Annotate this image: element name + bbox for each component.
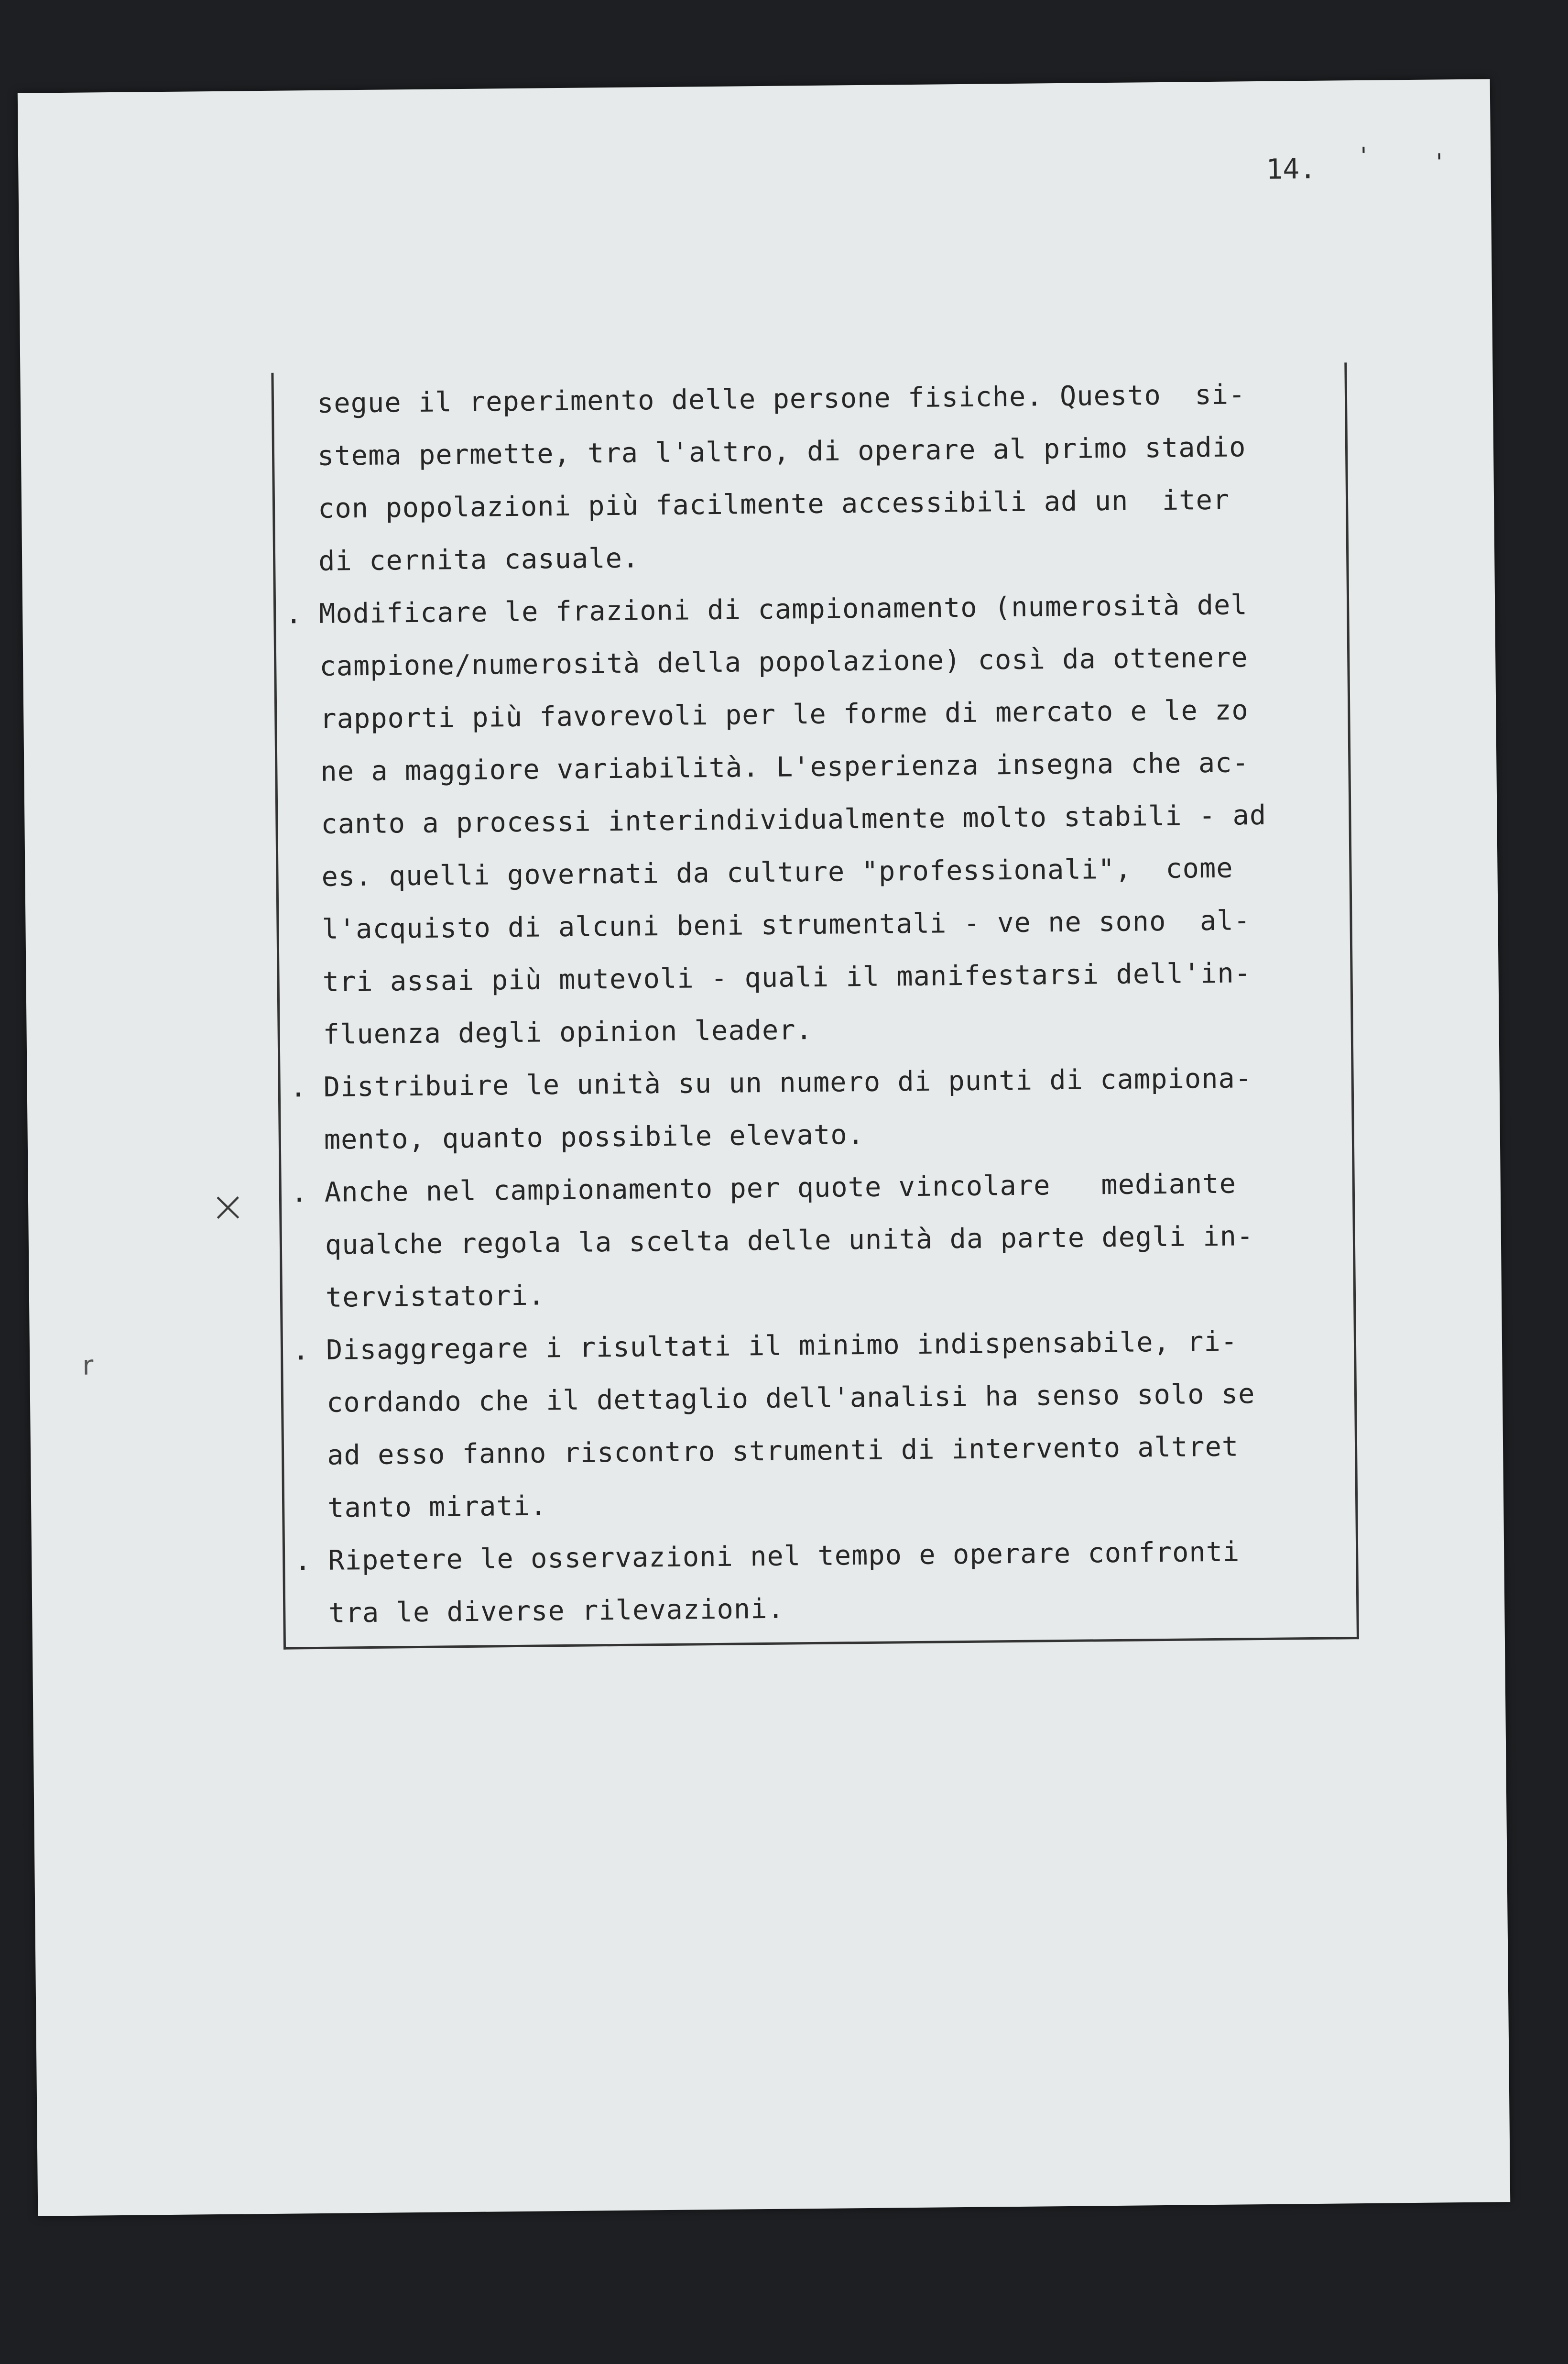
margin-cross-mark: × bbox=[209, 1181, 247, 1232]
bullet-paragraph bbox=[294, 1524, 1357, 1640]
bullet-dot: . bbox=[291, 1177, 308, 1209]
text-line: cordando che il dettaglio dell'analisi ha senso solo se bbox=[326, 1378, 1255, 1419]
text-line: tervistatori. bbox=[325, 1280, 545, 1313]
text-line: rapporti più favorevoli per le forme di mercato e le zo bbox=[320, 694, 1249, 735]
text-line: canto a processi interindividualmente molto stabili - ad bbox=[321, 799, 1267, 840]
page-number: 14. bbox=[1266, 152, 1317, 186]
text-line: tanto mirati. bbox=[327, 1490, 547, 1524]
text-line: mento, quanto possibile elevato. bbox=[324, 1118, 865, 1156]
bullet-dot: . bbox=[290, 1072, 307, 1104]
bullet-dot: . bbox=[294, 1545, 312, 1577]
paragraph bbox=[316, 367, 1346, 588]
text-line: Disaggregare i risultati il minimo indispensabile, ri- bbox=[326, 1325, 1238, 1366]
bullet-paragraph bbox=[291, 1156, 1353, 1324]
text-line: campione/numerosità della popolazione) così da ottenere bbox=[319, 642, 1248, 682]
text-line: Modificare le frazioni di campionamento (numerosità del bbox=[318, 589, 1248, 630]
corner-mark: ' bbox=[1356, 142, 1371, 169]
text-line: tra le diverse rilevazioni. bbox=[328, 1593, 785, 1629]
text-line: ne a maggiore variabilità. L'esperienza insegna che ac- bbox=[320, 747, 1250, 788]
bullet-paragraph bbox=[285, 578, 1351, 1061]
text-line: Distribuire le unità su un numero di punti di campiona- bbox=[323, 1062, 1252, 1103]
corner-mark: ' bbox=[1432, 149, 1447, 176]
margin-tick-mark: r bbox=[82, 1350, 94, 1381]
text-line: con popolazioni più facilmente accessibili ad un iter bbox=[317, 484, 1230, 525]
text-line: tri assai più mutevoli - quali il manifestarsi dell'in- bbox=[322, 957, 1252, 998]
bullet-paragraph bbox=[290, 1051, 1352, 1166]
bullet-dot: . bbox=[285, 598, 303, 630]
text-line: Anche nel campionamento per quote vincolare mediante bbox=[324, 1168, 1237, 1208]
text-line: di cernita casuale. bbox=[318, 542, 640, 577]
text-line: stema permette, tra l'altro, di operare al primo stadio bbox=[317, 431, 1246, 472]
text-line: es. quelli governati da culture "professionali", come bbox=[321, 852, 1233, 893]
text-line: segue il reperimento delle persone fisiche. Questo si- bbox=[316, 379, 1246, 419]
text-line: ad esso fanno riscontro strumenti di intervento altret bbox=[327, 1431, 1239, 1471]
bullet-paragraph bbox=[292, 1314, 1355, 1534]
text-line: Ripetere le osservazioni nel tempo e operare confronti bbox=[327, 1536, 1240, 1576]
text-line: l'acquisto di alcuni beni strumentali - ve ne sono al- bbox=[322, 905, 1251, 945]
text-line: qualche regola la scelta delle unità da parte degli in- bbox=[325, 1220, 1254, 1261]
paper-sheet bbox=[18, 79, 1510, 2216]
bullet-dot: . bbox=[292, 1335, 310, 1367]
text-line: fluenza degli opinion leader. bbox=[323, 1014, 813, 1051]
body-text bbox=[285, 367, 1356, 1640]
